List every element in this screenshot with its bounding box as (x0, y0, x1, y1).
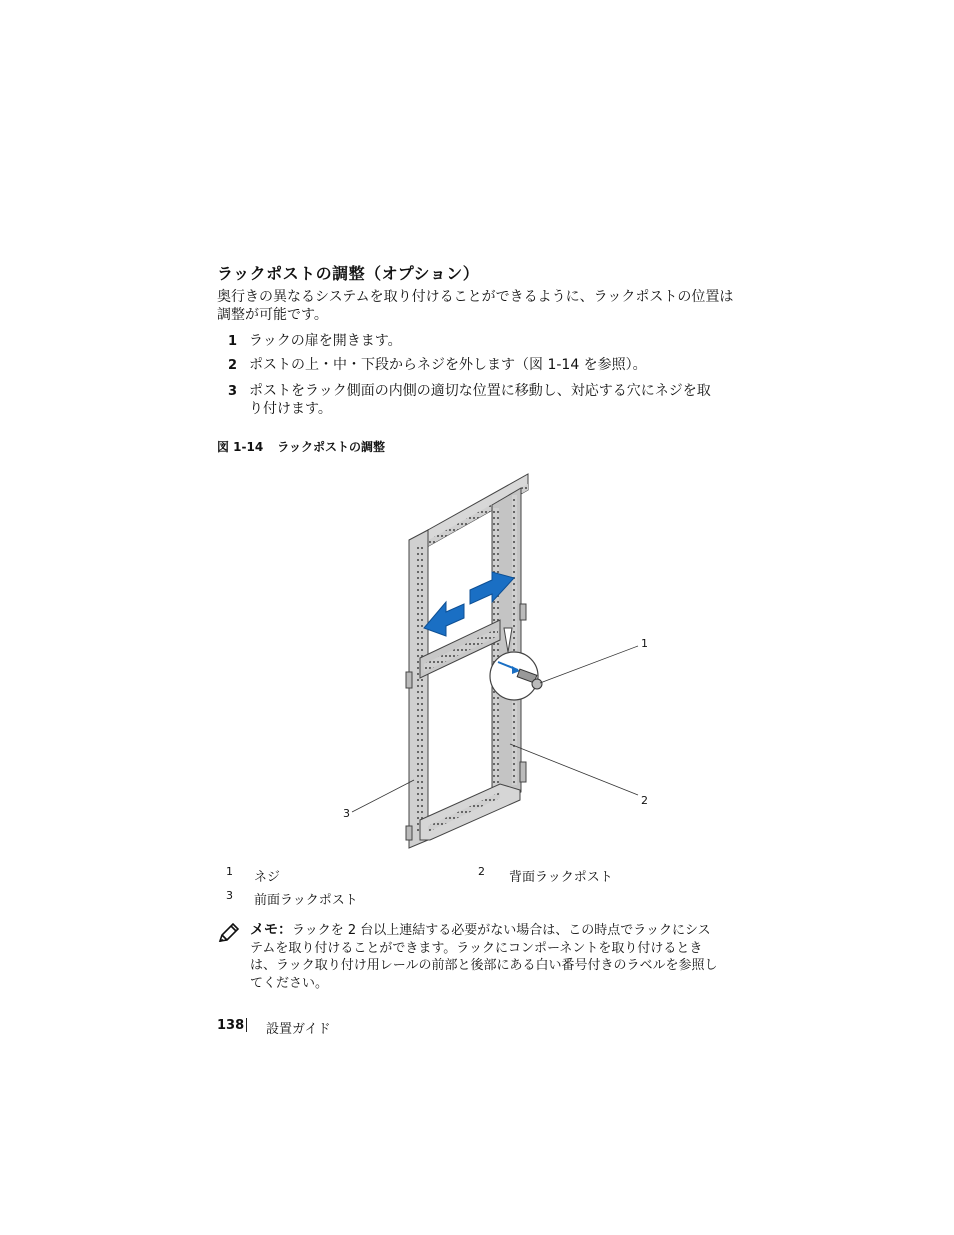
note-pencil-icon (217, 922, 241, 944)
step-text: ポストの上・中・下段からネジを外します（図 1-14 を参照）。 (249, 357, 647, 373)
footer-doc-title: 設置ガイド (266, 1022, 331, 1037)
legend-text: 前面ラックポスト (254, 893, 358, 908)
callout-1: 1 (641, 637, 648, 650)
page-number: 138 (217, 1018, 245, 1033)
arrow-left-icon (424, 602, 464, 636)
step-number: 3 (228, 384, 238, 399)
step-number: 2 (228, 358, 238, 373)
step-text: ラックの扉を開きます。 (249, 333, 402, 349)
step-text: ポストをラック側面の内側の適切な位置に移動し、対応する穴にネジを取り付けます。 (249, 383, 711, 417)
callout-2: 2 (641, 794, 648, 807)
legend-text: ネジ (254, 870, 281, 885)
figure-title (217, 438, 385, 455)
note-text: ラックを 2 台以上連結する必要がない場合は、この時点でラックにシステムを取り付けることができます。ラックにコンポーネントを取り付けるときは、ラック取り付け用レールの前部と後部にある白い番号付きのラベルを参照してください。 (250, 923, 718, 991)
legend-text: 背面ラックポスト (509, 870, 613, 885)
figure-caption: ラックポストの調整 (277, 440, 385, 454)
legend-number: 2 (478, 865, 485, 878)
rack-post-illustration (330, 470, 660, 855)
legend-number: 1 (226, 865, 233, 878)
section-title: ラックポストの調整（オプション） (217, 264, 480, 283)
legend-number: 3 (226, 889, 233, 902)
figure-label: 図 1-14 (217, 440, 264, 454)
note-block (250, 922, 720, 992)
intro-paragraph: 奥行きの異なるシステムを取り付けることができるように、ラックポストの位置は調整が可能です。 (217, 289, 734, 323)
callout-3: 3 (343, 807, 350, 820)
step-number: 1 (228, 334, 238, 349)
note-label: メモ： (250, 922, 292, 938)
footer-separator (246, 1018, 247, 1032)
